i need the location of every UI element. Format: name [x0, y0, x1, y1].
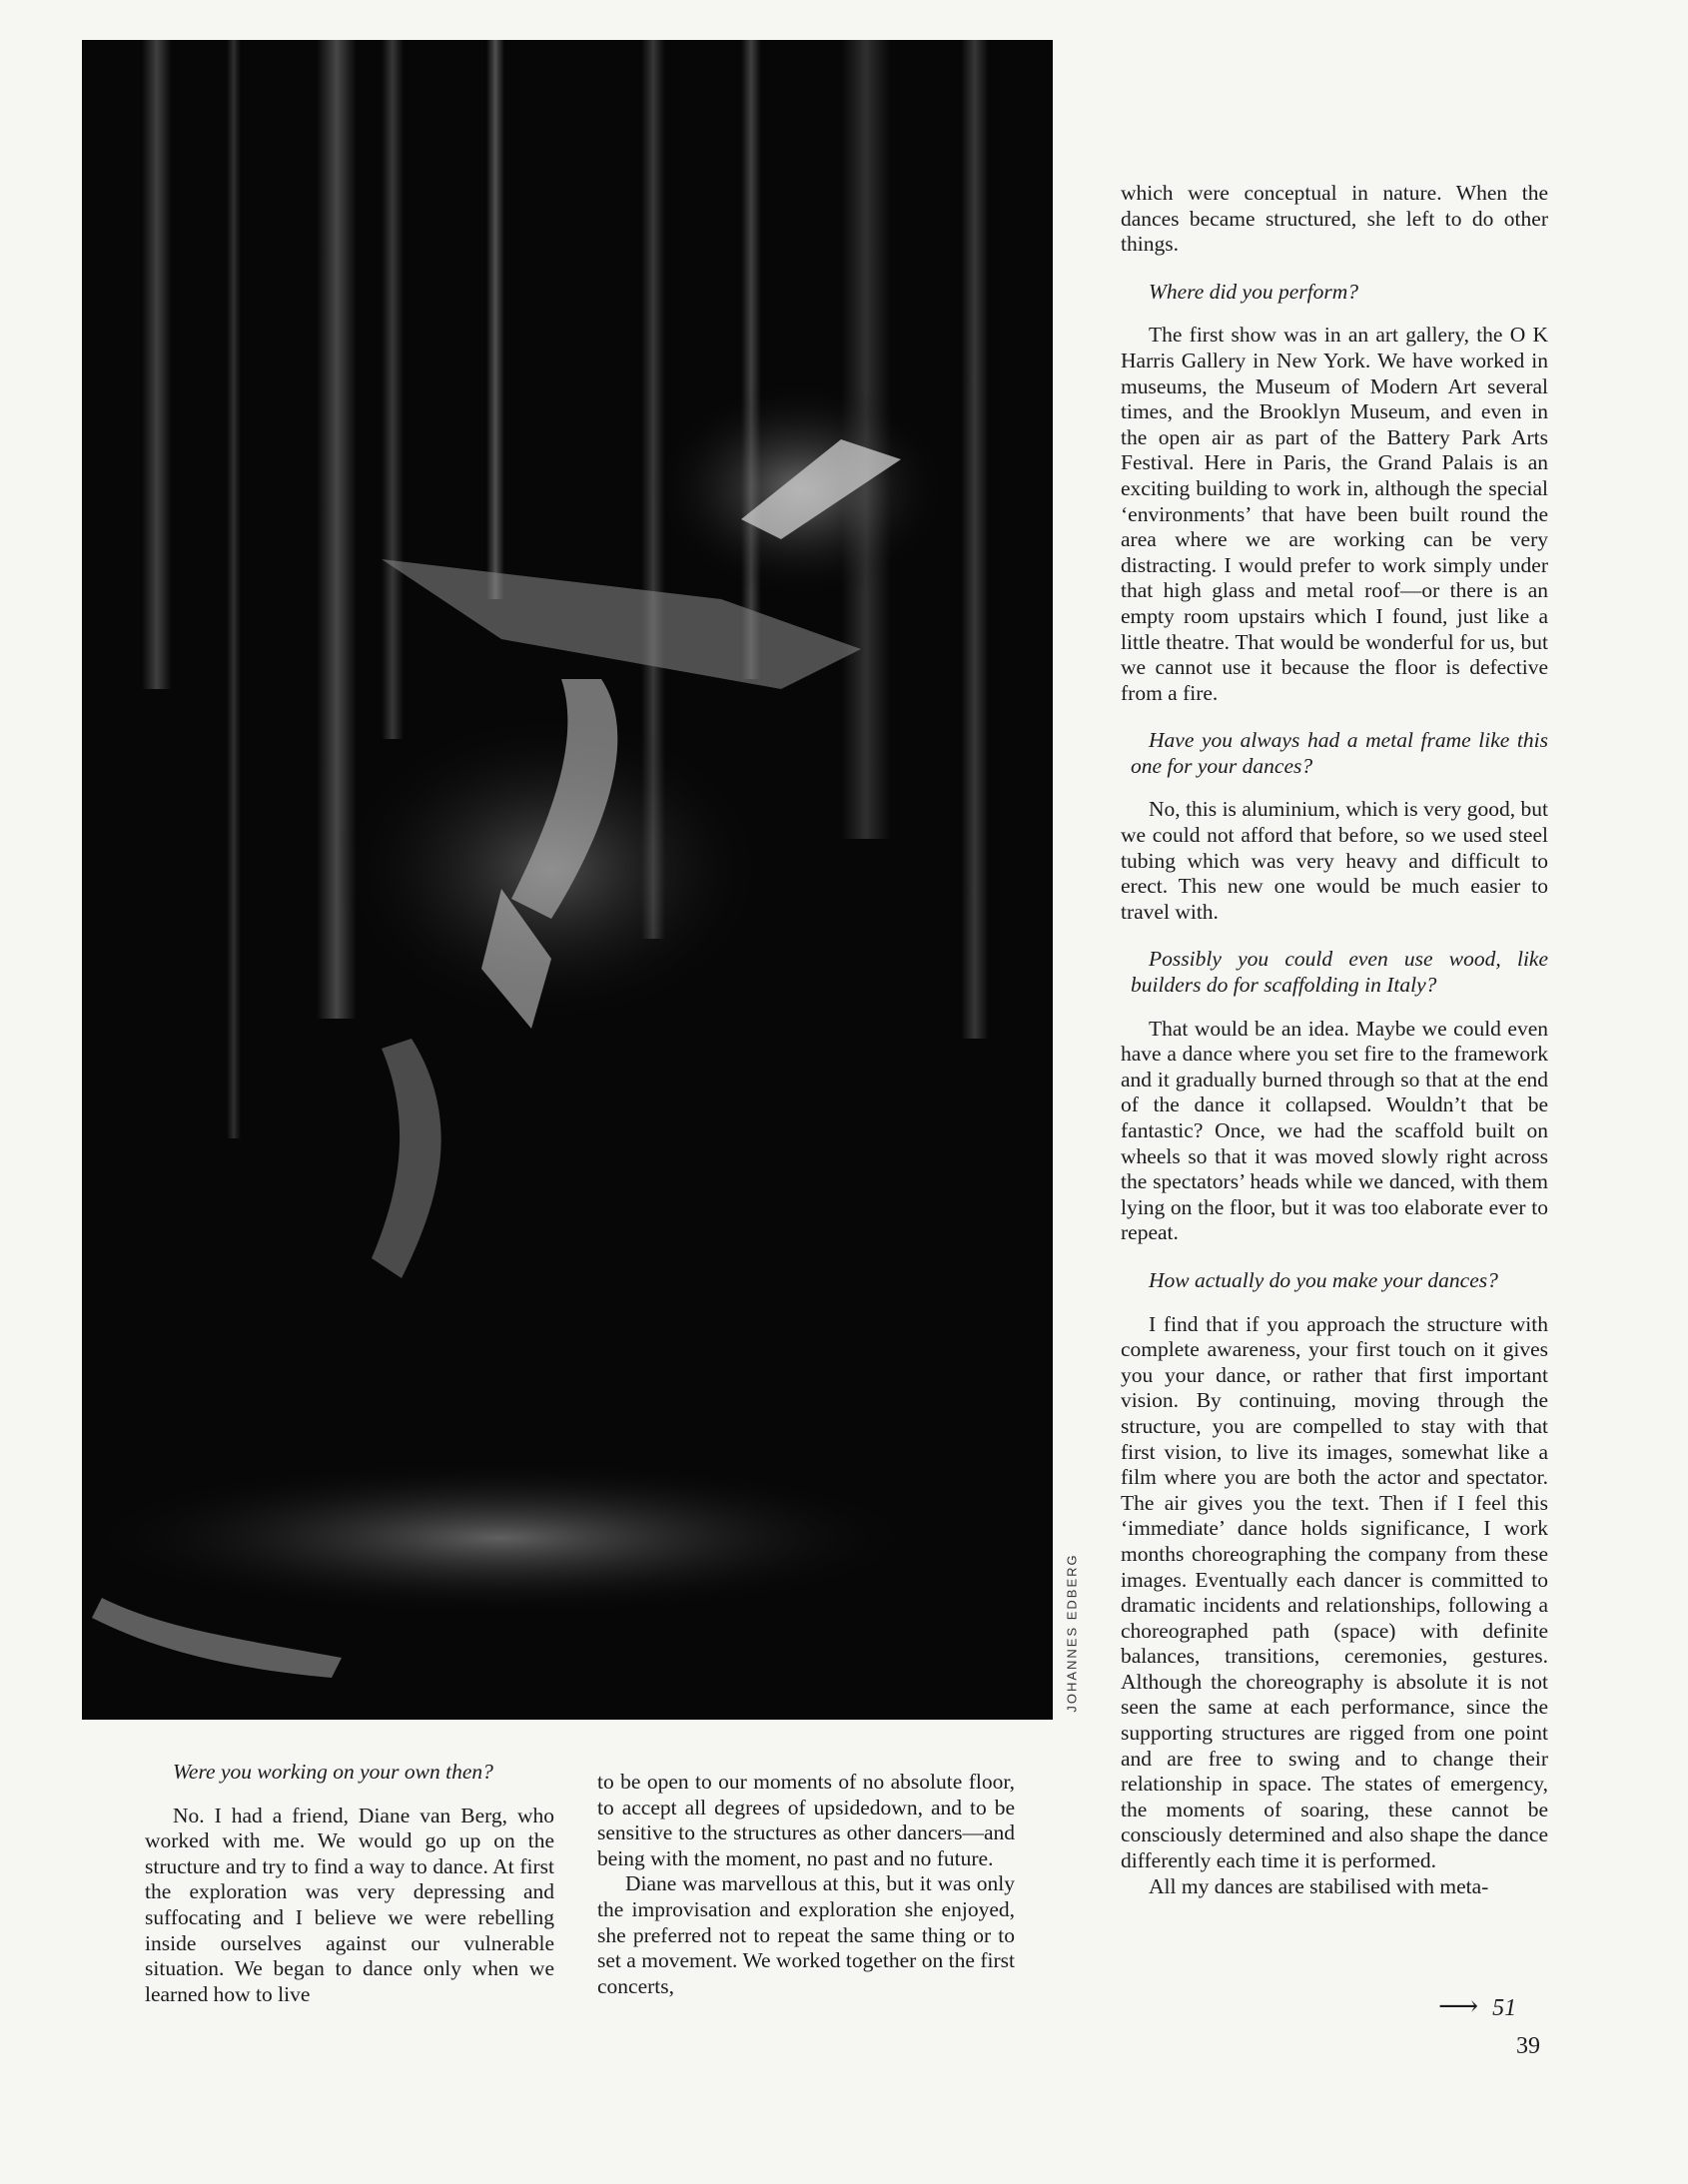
interview-answer: No, this is aluminium, which is very good, but we could not afford that before, so we used steel tubing which was very heavy and difficult to erect. This new one would be much easier to travel with. — [1121, 797, 1548, 924]
interview-answer: That would be an idea. Maybe we could even have a dance where you set fire to the framework and it gradually burned through so that at the end of the dance it collapsed. Wouldn’t that be fantastic? Once, we had the scaffold built on wheels so that it was moved slowly right across the spectators’ heads while we danced, with them lying on the floor, but it was too elaborate ever to repeat. — [1121, 1016, 1548, 1245]
interview-question: Were you working on your own then? — [173, 1760, 493, 1784]
arrow-right-icon: ⟶ — [1438, 1991, 1479, 2022]
photo-credit: JOHANNES EDBERG — [1064, 1553, 1080, 1713]
continued-on-page — [1438, 1989, 1516, 2023]
interview-question: Have you always had a metal frame like this one for your dances? — [1131, 728, 1548, 778]
answer-continuation: to be open to our moments of no absolute floor, to accept all degrees of upsidedown, and to be sensitive to the structures as other dancers—and being with the moment, no past and no future. — [597, 1770, 1015, 1870]
answer-continuation: which were conceptual in nature. When the dances became structured, she left to do other things. — [1121, 181, 1548, 257]
text-column-middle — [597, 1770, 1015, 1999]
interview-answer: The first show was in an art gallery, the O K Harris Gallery in New York. We have worked in museums, the Museum of Modern Art several times, and the Brooklyn Museum, and even in the open air as part of the Battery Park Arts Festival. Here in Paris, the Grand Palais is an exciting building to work in, although the special ‘environments’ that have been built round the area where we are working can be very distracting. I would prefer to work simply under that high glass and metal roof—or there is an empty room upstairs which I found, just like a little theatre. That would be wonderful for us, but we cannot use it because the floor is defective from a fire. — [1121, 323, 1548, 705]
page-number: 39 — [1516, 2033, 1540, 2059]
text-column-left — [145, 1760, 554, 2007]
dance-photo-image — [82, 40, 1053, 1720]
dance-photograph — [82, 40, 1053, 1720]
interview-answer: I find that if you approach the structure with complete awareness, your first touch on it gives you your dance, or rather that first important vision. By continuing, moving through the structure, you are compelled to stay with that first vision, to live its images, somewhat like a film where you are both the actor and spectator. The air gives you the text. Then if I feel this ‘immediate’ dance holds significance, I work months choreographing the company from these images. Eventually each dancer is committed to dramatic incidents and relationships, following a choreographed path (space) with definite balances, transitions, ceremonies, gestures. Although the choreography is absolute it is not seen the same at each performance, since the supporting structures are rigged from one point and are free to swing and to change their relationship in space. The states of emergency, the moments of soaring, these cannot be consciously determined and also shape the dance differently each time it is performed. — [1121, 1311, 1548, 1873]
interview-question: Where did you perform? — [1149, 279, 1358, 304]
interview-question: How actually do you make your dances? — [1149, 1267, 1498, 1292]
interview-answer: Diane was marvellous at this, but it was only the improvisation and exploration she enjoyed, she preferred not to repeat the same thing or to set a movement. We worked together on the first concerts, — [597, 1871, 1015, 1998]
interview-answer: All my dances are stabilised with meta- — [1149, 1873, 1489, 1898]
interview-question: Possibly you could even use wood, like builders do for scaffolding in Italy? — [1131, 947, 1548, 998]
interview-answer: No. I had a friend, Diane van Berg, who worked with me. We would go up on the structure and try to find a way to dance. At first the exploration was very depressing and suffocating and I believe we were rebelling inside ourselves against our vulnerable situation. We began to dance only when we learned how to live — [145, 1803, 554, 2006]
continued-page-number: 51 — [1492, 1995, 1517, 2021]
text-column-right — [1121, 181, 1548, 1899]
